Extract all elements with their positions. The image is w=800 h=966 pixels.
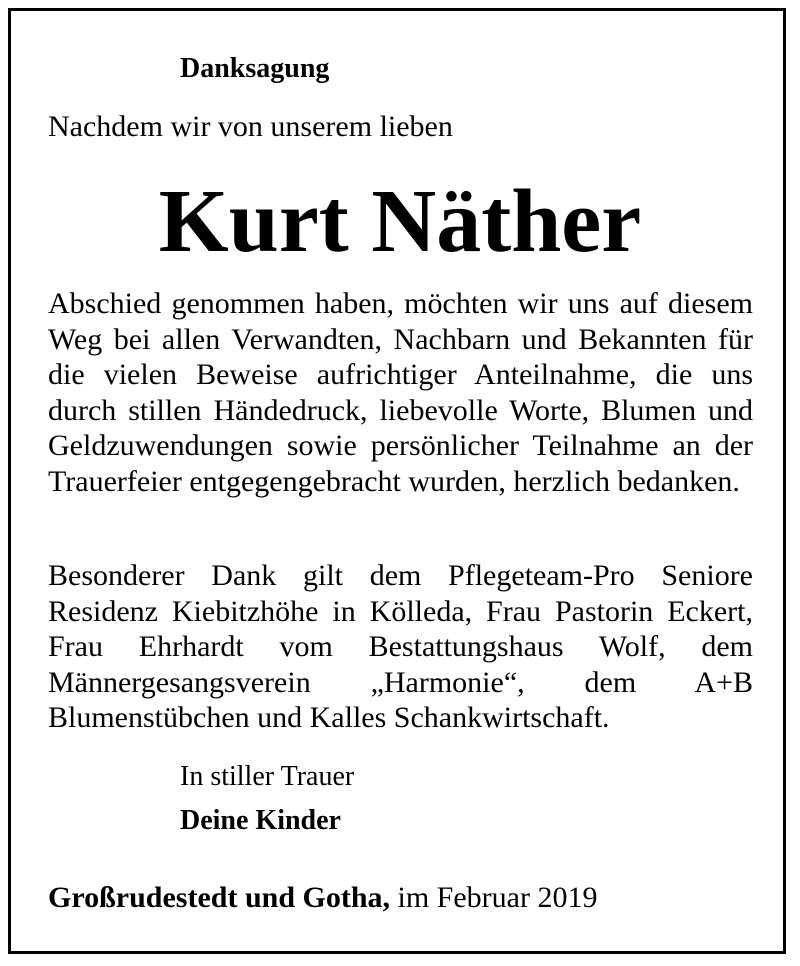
- place-date-line: [48, 880, 597, 916]
- signature: Deine Kinder: [180, 805, 341, 836]
- notice-heading: Danksagung: [180, 53, 330, 84]
- special-thanks-paragraph: Besonderer Dank gilt dem Pflegeteam-Pro Seniore Residenz Kiebitzhöhe in Kölleda, Frau Pastorin Eckert, Frau Ehrhardt vom Bestattungshaus Wolf, dem Männergesangsverein „Harmonie“, dem A+B Blumenstübchen und Kalles Schankwirtschaft.: [48, 559, 753, 734]
- date: im Februar 2019: [397, 881, 598, 914]
- place: Großrudestedt und Gotha,: [48, 881, 391, 914]
- deceased-name: Kurt Näther: [158, 172, 642, 271]
- thanks-paragraph: Abschied genommen haben, möchten wir uns auf diesem Weg bei allen Verwandten, Nachbarn und Bekannten für die vielen Beweise aufrichtiger Anteilnahme, die uns durch stillen Händedruck, liebevolle Worte, Blumen und Geldzuwendungen sowie persönlicher Teilnahme an der Trauerfeier entgegengebracht wurden, herzlich bedanken.: [48, 287, 753, 498]
- intro-line: Nachdem wir von unserem lieben: [48, 110, 453, 143]
- closing-line: In stiller Trauer: [180, 761, 355, 792]
